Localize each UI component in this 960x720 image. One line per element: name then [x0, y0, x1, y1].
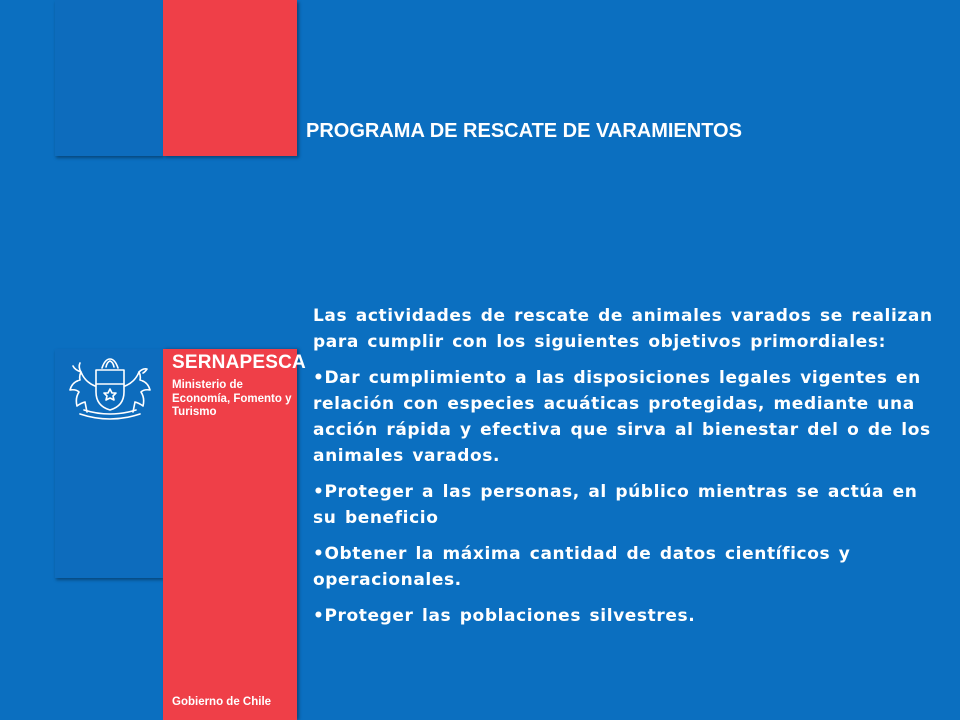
bullet-item: •Proteger las poblaciones silvestres. — [313, 606, 696, 626]
bullet-item: •Obtener la máxima cantidad de datos científicos y operacionales. — [313, 544, 851, 590]
ministry-name: Ministerio de Economía, Fomento y Turismo — [172, 379, 292, 418]
top-flag-blue-block — [55, 0, 163, 156]
body-content — [313, 303, 933, 639]
bullet-item: •Proteger a las personas, al público mientras se actúa en su beneficio — [313, 482, 918, 528]
page-title: PROGRAMA DE RESCATE DE VARAMIENTOS — [306, 120, 742, 142]
bullet-item: •Dar cumplimiento a las disposiciones legales vigentes en relación con especies acuáticas protegidas, mediante una acción rápida y efectiva que sirva al bienestar del o de los animales varados. — [313, 368, 931, 466]
brand-name: SERNAPESCA — [172, 352, 306, 373]
top-flag-red-block — [163, 0, 297, 156]
intro-paragraph: Las actividades de rescate de animales varados se realizan para cumplir con los siguientes objetivos primordiales: — [313, 306, 933, 352]
government-label: Gobierno de Chile — [172, 696, 272, 708]
chile-coat-of-arms-icon — [62, 356, 158, 424]
